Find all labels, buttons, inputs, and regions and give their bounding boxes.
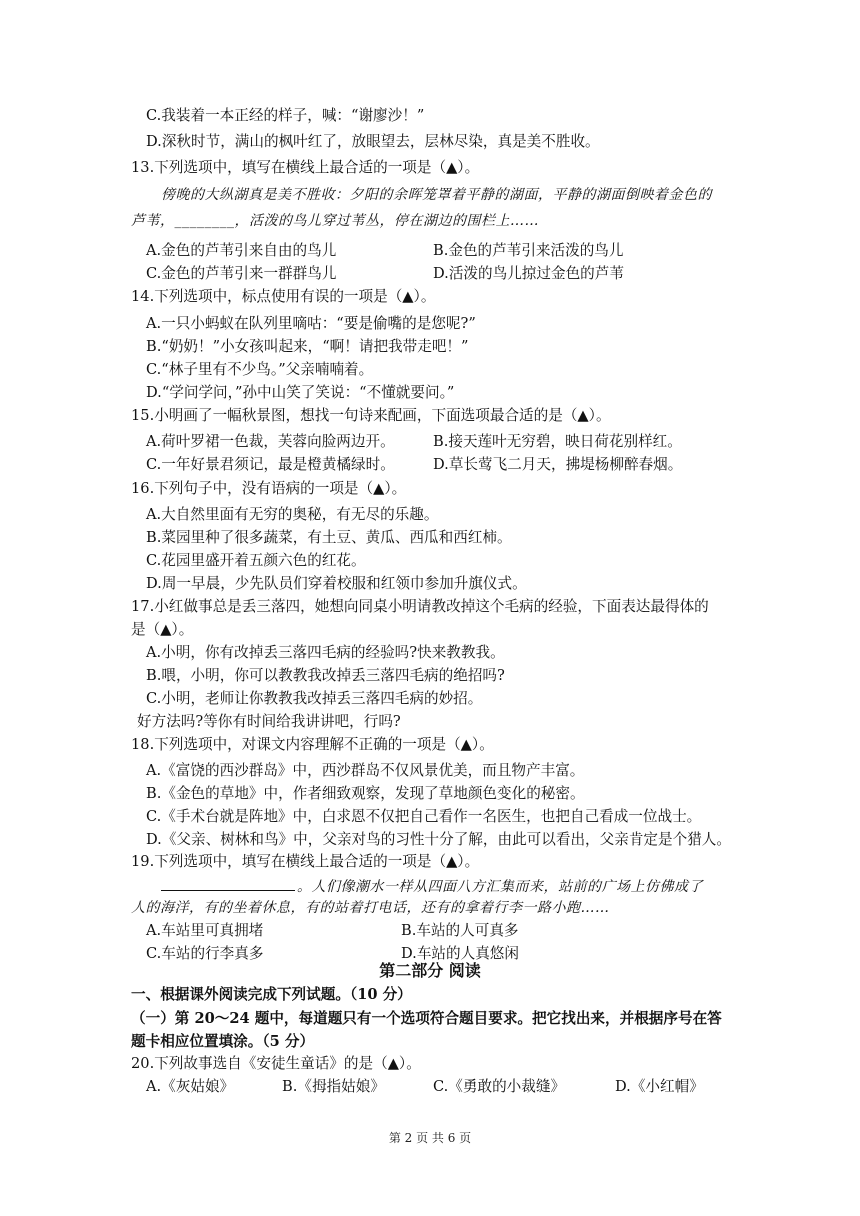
passage-line: 傍晚的大纵湖真是美不胜收：夕阳的余晖笼罩着平静的湖面，平静的湖面倒映着金色的	[161, 187, 712, 203]
option-a: A.小明，你有改掉丢三落四毛病的经验吗?快来教教我。	[146, 644, 505, 661]
option-d: D.周一早晨，少先队员们穿着校服和红领巾参加升旗仪式。	[146, 575, 527, 592]
option-line: C.我装着一本正经的样子，喊：“谢廖沙！”	[146, 107, 425, 124]
option-b: B.喂，小明，你可以教教我改掉丢三落四毛病的绝招吗?	[146, 667, 505, 684]
option-a: A.《灰姑娘》	[146, 1078, 235, 1095]
option-c: C.金色的芦苇引来一群群鸟儿	[146, 265, 337, 282]
option-a: A.荷叶罗裙一色裁，芙蓉向脸两边开。	[146, 433, 395, 450]
option-d: D.《小红帽》	[615, 1078, 704, 1095]
option-d: D.《父亲、树林和鸟》中，父亲对鸟的习性十分了解，由此可以看出，父亲肯定是个猎人。	[146, 831, 731, 848]
option-d: D.草长莺飞二月天，拂堤杨柳醉春烟。	[433, 456, 683, 473]
option-c: C.小明，老师让你教教我改掉丢三落四毛病的妙招。	[146, 690, 483, 707]
option-a: A.一只小蚂蚁在队列里嘀咕：“要是偷嘴的是您呢?”	[146, 315, 476, 332]
option-b: B.车站的人可真多	[401, 922, 519, 939]
passage-line: 人的海洋，有的坐着休息，有的站着打电话，还有的拿着行李一路小跑……	[131, 900, 610, 916]
section-heading: 一、根据课外阅读完成下列试题。（10 分）	[131, 986, 412, 1003]
option-b: B.《金色的草地》中，作者细致观察，发现了草地颜色变化的秘密。	[146, 785, 585, 802]
question-17-cont: 是（▲）。	[131, 621, 194, 638]
question-20: 20.下列故事选自《安徒生童话》的是（▲）。	[131, 1055, 421, 1072]
question-17: 17.小红做事总是丢三落四，她想向同桌小明请教改掉这个毛病的经验，下面表达最得体的	[131, 598, 709, 615]
option-d: D.“学问学问，”孙中山笑了笑说：“不懂就要问。”	[146, 384, 455, 401]
question-15: 15.小明画了一幅秋景图，想找一句诗来配画，下面选项最合适的是（▲）。	[131, 407, 611, 424]
option-d: D.活泼的鸟儿掠过金色的芦苇	[433, 265, 624, 282]
page-number: 第 2 页 共 6 页	[388, 1131, 472, 1145]
question-19: 19.下列选项中，填写在横线上最合适的一项是（▲）。	[131, 853, 480, 870]
section-instruction-cont: 题卡相应位置填涂。（5 分）	[131, 1033, 315, 1050]
option-c: C.车站的行李真多	[146, 945, 264, 962]
option-b: B.《拇指姑娘》	[282, 1078, 385, 1095]
question-18: 18.下列选项中，对课文内容理解不正确的一项是（▲）。	[131, 736, 494, 753]
section-instruction: （一）第 20～24 题中，每道题只有一个选项符合题目要求。把它找出来，并根据序号在答	[131, 1010, 722, 1027]
option-b: B.菜园里种了很多蔬菜，有土豆、黄瓜、西瓜和西红柿。	[146, 529, 512, 546]
option-c: C.一年好景君须记，最是橙黄橘绿时。	[146, 456, 395, 473]
option-a: A.大自然里面有无穷的奥秘，有无尽的乐趣。	[146, 506, 439, 523]
option-b: B.接天莲叶无穷碧，映日荷花别样红。	[433, 433, 682, 450]
option-d: D.车站的人真悠闲	[401, 945, 519, 962]
option-c: C.花园里盛开着五颜六色的红花。	[146, 552, 366, 569]
option-a: A.《富饶的西沙群岛》中，西沙群岛不仅风景优美，而且物产丰富。	[146, 762, 585, 779]
option-b: B.金色的芦苇引来活泼的鸟儿	[433, 242, 624, 259]
answer-blank	[161, 876, 295, 891]
option-b: B.“奶奶！”小女孩叫起来，“啊！请把我带走吧！”	[146, 338, 469, 355]
option-a: A.金色的芦苇引来自由的鸟儿	[146, 242, 337, 259]
part-title: 第二部分 阅读	[379, 961, 481, 980]
passage-line: 芦苇，________，活泼的鸟儿穿过苇丛，停在湖边的围栏上……	[131, 213, 539, 229]
option-c: C.《手术台就是阵地》中，白求恩不仅把自己看作一名医生，也把自己看成一位战士。	[146, 808, 702, 825]
option-a: A.车站里可真拥堵	[146, 922, 264, 939]
option-c: C.“林子里有不少鸟。”父亲喃喃着。	[146, 361, 374, 378]
question-14: 14.下列选项中，标点使用有误的一项是（▲）。	[131, 288, 436, 305]
passage-line: 。人们像潮水一样从四面八方汇集而来，站前的广场上仿佛成了	[161, 876, 703, 897]
question-13: 13.下列选项中，填写在横线上最合适的一项是（▲）。	[131, 159, 480, 176]
option-line: D.深秋时节，满山的枫叶红了，放眼望去，层林尽染，真是美不胜收。	[146, 133, 600, 150]
question-16: 16.下列句子中，没有语病的一项是（▲）。	[131, 480, 407, 497]
option-d: 好方法吗?等你有时间给我讲讲吧，行吗?	[137, 713, 401, 730]
option-c: C.《勇敢的小裁缝》	[433, 1078, 566, 1095]
